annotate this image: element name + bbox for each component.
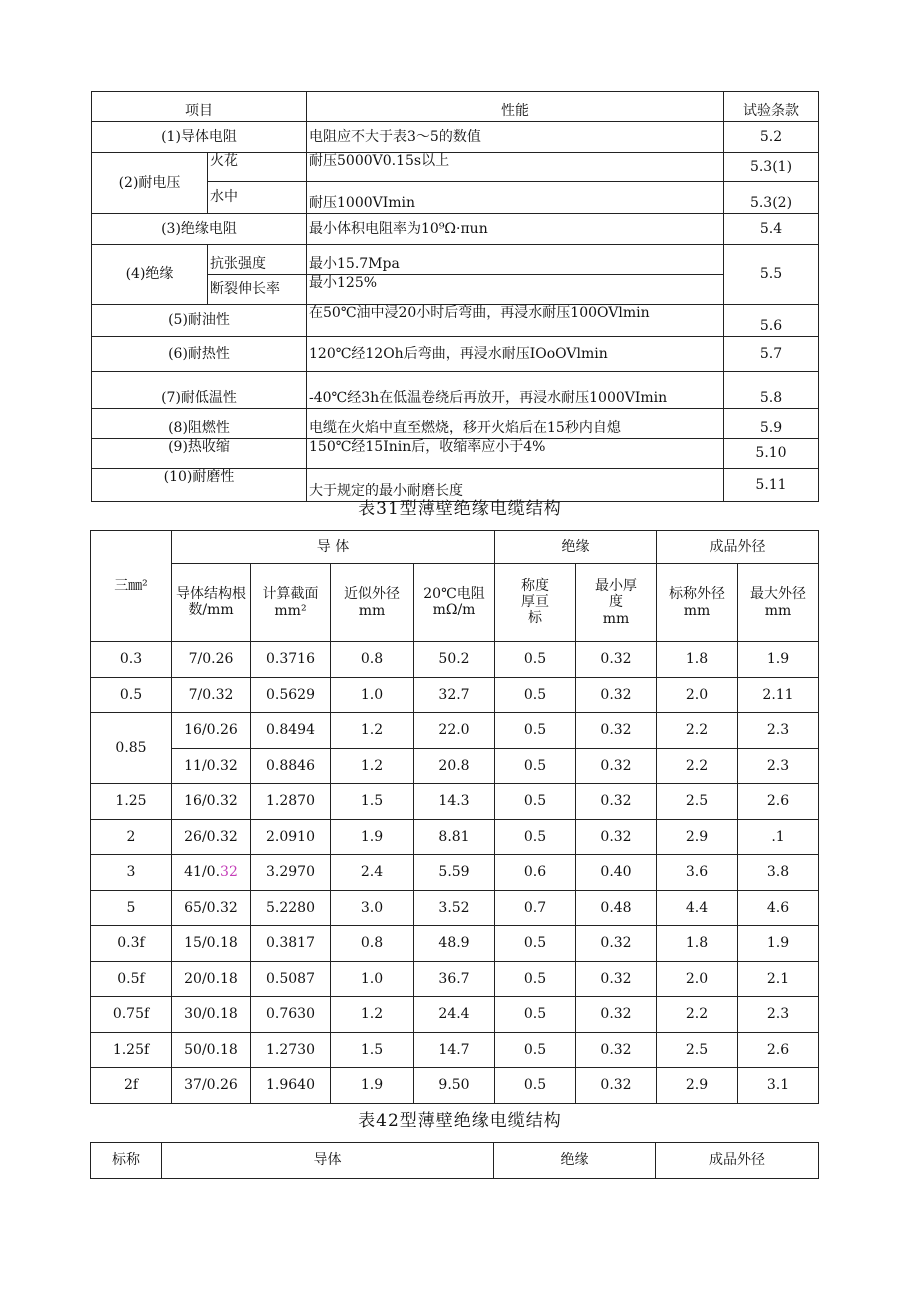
- highlighted-digits: 32: [220, 864, 238, 881]
- cell-max-outer: 4.6: [738, 891, 819, 926]
- cell-area: 0.3817: [251, 926, 331, 962]
- cell-approx-od: 1.9: [331, 1068, 414, 1104]
- perf-heat-shrink: 150℃经15Inin后，收缩率应小于4%: [307, 439, 724, 469]
- perf-wear-resistance: 大于规定的最小耐磨长度: [307, 469, 724, 502]
- cell-approx-od: 1.0: [331, 962, 414, 997]
- header-conductor: 导 体: [172, 531, 495, 564]
- cell-min-thickness: 0.32: [576, 749, 657, 784]
- cell-resistance: 3.52: [414, 891, 495, 926]
- item-withstand-voltage: (2)耐电压: [92, 153, 208, 214]
- cell-nominal: 0.3: [91, 642, 172, 678]
- table-row: [91, 642, 819, 678]
- cell-nominal-outer: 2.9: [657, 1068, 738, 1104]
- cable-structure-table: [90, 530, 819, 1104]
- clause-heat-shrink: 5.10: [724, 439, 819, 469]
- cell-area: 0.7630: [251, 997, 331, 1033]
- cell-strand: 41/0.32: [172, 855, 251, 891]
- item-heat-shrink: (9)热收缩: [92, 439, 307, 469]
- cell-area: 0.8494: [251, 713, 331, 749]
- cell-min-thickness: 0.32: [576, 1068, 657, 1104]
- cell-resistance: 5.59: [414, 855, 495, 891]
- cell-nominal-outer: 2.0: [657, 962, 738, 997]
- clause-wear-resistance: 5.11: [724, 469, 819, 502]
- cell-nominal-outer: 1.8: [657, 642, 738, 678]
- cell-strand: 30/0.18: [172, 997, 251, 1033]
- cell-approx-od: 1.5: [331, 1033, 414, 1068]
- cell-nominal-thickness: 0.5: [495, 820, 576, 855]
- cell-nominal: 1.25: [91, 784, 172, 820]
- clause-insulation-resistance: 5.4: [724, 214, 819, 245]
- cell-max-outer: 2.3: [738, 749, 819, 784]
- cell-approx-od: 0.8: [331, 642, 414, 678]
- cell-area: 0.8846: [251, 749, 331, 784]
- cell-nominal-outer: 3.6: [657, 855, 738, 891]
- cell-resistance: 36.7: [414, 962, 495, 997]
- cell-nominal: 1.25f: [91, 1033, 172, 1068]
- cell-approx-od: 2.4: [331, 855, 414, 891]
- cell-min-thickness: 0.40: [576, 855, 657, 891]
- cell-nominal-thickness: 0.5: [495, 1033, 576, 1068]
- item-flame-retardant: (8)阻燃性: [92, 409, 307, 439]
- cell-area: 1.2730: [251, 1033, 331, 1068]
- cell-resistance: 24.4: [414, 997, 495, 1033]
- cell-approx-od: 0.8: [331, 926, 414, 962]
- cell-nominal: 0.3f: [91, 926, 172, 962]
- table-row: [91, 891, 819, 926]
- header-strand: 导体结构根数/mm: [172, 564, 251, 642]
- cell-max-outer: 3.8: [738, 855, 819, 891]
- cell-strand: 16/0.32: [172, 784, 251, 820]
- cell-approx-od: 1.9: [331, 820, 414, 855]
- cell-nominal-outer: 2.2: [657, 749, 738, 784]
- cell-approx-od: 1.0: [331, 678, 414, 713]
- header-insulation: 绝缘: [494, 1143, 656, 1179]
- perf-flame-retardant: 电缆在火焰中直至燃烧，移开火焰后在15秒内自熄: [307, 409, 724, 439]
- cell-nominal: 0.5: [91, 678, 172, 713]
- perf-cold-resistance: -40℃经3h在低温卷绕后再放开，再浸水耐压1000VImin: [307, 372, 724, 409]
- clause-heat-resistance: 5.7: [724, 337, 819, 372]
- cell-approx-od: 1.5: [331, 784, 414, 820]
- cell-approx-od: 1.2: [331, 749, 414, 784]
- item-wear-resistance: (10)耐磨性: [92, 469, 307, 502]
- header-item: 项目: [92, 92, 307, 122]
- cell-nominal-outer: 2.0: [657, 678, 738, 713]
- cell-strand: 7/0.26: [172, 642, 251, 678]
- cell-nominal-thickness: 0.5: [495, 642, 576, 678]
- header-nominal: 标称: [91, 1143, 162, 1179]
- cell-max-outer: 1.9: [738, 926, 819, 962]
- cell-resistance: 14.7: [414, 1033, 495, 1068]
- perf-heat-resistance: 120℃经12Oh后弯曲，再浸水耐压IOoOVlmin: [307, 337, 724, 372]
- cell-max-outer: 2.3: [738, 713, 819, 749]
- table-row: [91, 855, 819, 891]
- cell-min-thickness: 0.32: [576, 642, 657, 678]
- header-performance: 性能: [307, 92, 724, 122]
- cell-nominal-thickness: 0.5: [495, 997, 576, 1033]
- cell-nominal: 0.5f: [91, 962, 172, 997]
- cell-nominal-thickness: 0.5: [495, 713, 576, 749]
- sub-spark: 火花: [208, 153, 307, 182]
- cell-max-outer: 2.1: [738, 962, 819, 997]
- cell-area: 1.2870: [251, 784, 331, 820]
- perf-spark: 耐压5000V0.15s以上: [307, 153, 724, 182]
- cell-min-thickness: 0.32: [576, 926, 657, 962]
- header-outer-diameter: 成品外径: [657, 531, 819, 564]
- cell-area: 0.5629: [251, 678, 331, 713]
- header-max-outer: 最大外径 mm: [738, 564, 819, 642]
- cell-min-thickness: 0.32: [576, 1033, 657, 1068]
- cell-nominal-outer: 2.5: [657, 1033, 738, 1068]
- cell-nominal-thickness: 0.5: [495, 926, 576, 962]
- cell-nominal-thickness: 0.5: [495, 784, 576, 820]
- cell-min-thickness: 0.32: [576, 784, 657, 820]
- table-row: [91, 749, 819, 784]
- item-insulation: (4)绝缘: [92, 245, 208, 305]
- item-oil-resistance: (5)耐油性: [92, 305, 307, 337]
- cell-area: 0.3716: [251, 642, 331, 678]
- sub-tensile-strength: 抗张强度: [208, 245, 307, 275]
- clause-flame-retardant: 5.9: [724, 409, 819, 439]
- table-row: [91, 1068, 819, 1104]
- cell-nominal-outer: 2.9: [657, 820, 738, 855]
- cell-strand: 37/0.26: [172, 1068, 251, 1104]
- item-heat-resistance: (6)耐热性: [92, 337, 307, 372]
- cell-area: 0.5087: [251, 962, 331, 997]
- cell-resistance: 9.50: [414, 1068, 495, 1104]
- cell-max-outer: 1.9: [738, 642, 819, 678]
- perf-elongation: 最小125%: [307, 275, 724, 305]
- cell-nominal-thickness: 0.5: [495, 962, 576, 997]
- perf-insulation-resistance: 最小体积电阻率为10⁹Ω·πun: [307, 214, 724, 245]
- cell-min-thickness: 0.32: [576, 820, 657, 855]
- cell-nominal-outer: 2.2: [657, 997, 738, 1033]
- cell-min-thickness: 0.32: [576, 678, 657, 713]
- clause-insulation: 5.5: [724, 245, 819, 305]
- cell-nominal-outer: 4.4: [657, 891, 738, 926]
- cell-strand: 26/0.32: [172, 820, 251, 855]
- table-row: [91, 926, 819, 962]
- cell-resistance: 8.81: [414, 820, 495, 855]
- cell-resistance: 22.0: [414, 713, 495, 749]
- cell-strand: 50/0.18: [172, 1033, 251, 1068]
- cell-max-outer: .1: [738, 820, 819, 855]
- header-outer-diameter: 成品外径: [656, 1143, 819, 1179]
- caption-table-42: 表42型薄壁绝缘电缆结构: [358, 1111, 562, 1131]
- caption-table-31: 表31型薄壁绝缘电缆结构: [358, 499, 562, 519]
- header-min-thickness: 最小厚度 mm: [576, 564, 657, 642]
- perf-water: 耐压1000VImin: [307, 182, 724, 214]
- cell-strand: 7/0.32: [172, 678, 251, 713]
- cell-approx-od: 1.2: [331, 997, 414, 1033]
- clause-spark: 5.3(1): [724, 153, 819, 182]
- cell-nominal: 0.85: [91, 713, 172, 784]
- cell-nominal-thickness: 0.7: [495, 891, 576, 926]
- cell-resistance: 20.8: [414, 749, 495, 784]
- table-row: [91, 997, 819, 1033]
- cell-area: 1.9640: [251, 1068, 331, 1104]
- cell-nominal: 2f: [91, 1068, 172, 1104]
- header-conductor: 导体: [162, 1143, 494, 1179]
- header-nominal-outer: 标称外径 mm: [657, 564, 738, 642]
- cell-max-outer: 3.1: [738, 1068, 819, 1104]
- perf-oil-resistance: 在50℃油中浸20小时后弯曲，再浸水耐压100OVlmin: [307, 305, 724, 337]
- table-row: [91, 784, 819, 820]
- cell-strand: 11/0.32: [172, 749, 251, 784]
- cell-nominal-thickness: 0.6: [495, 855, 576, 891]
- cell-nominal-thickness: 0.5: [495, 1068, 576, 1104]
- header-insulation: 绝缘: [495, 531, 657, 564]
- cell-max-outer: 2.3: [738, 997, 819, 1033]
- cell-nominal: 3: [91, 855, 172, 891]
- cell-nominal: 5: [91, 891, 172, 926]
- item-conductor-resistance: (1)导体电阻: [92, 122, 307, 153]
- clause-cold-resistance: 5.8: [724, 372, 819, 409]
- cell-area: 5.2280: [251, 891, 331, 926]
- perf-conductor-resistance: 电阻应不大于表3～5的数值: [307, 122, 724, 153]
- cell-resistance: 48.9: [414, 926, 495, 962]
- cell-min-thickness: 0.48: [576, 891, 657, 926]
- cell-strand: 15/0.18: [172, 926, 251, 962]
- cell-min-thickness: 0.32: [576, 962, 657, 997]
- cell-nominal-outer: 2.2: [657, 713, 738, 749]
- cell-nominal-thickness: 0.5: [495, 678, 576, 713]
- header-area: 计算截面 mm²: [251, 564, 331, 642]
- cell-nominal: 2: [91, 820, 172, 855]
- table-row: [91, 820, 819, 855]
- cell-strand: 16/0.26: [172, 713, 251, 749]
- test-items-table: [91, 91, 819, 502]
- table-row: [91, 1033, 819, 1068]
- cell-resistance: 50.2: [414, 642, 495, 678]
- sub-water: 水中: [208, 182, 307, 214]
- cable-structure-table-42: [90, 1142, 819, 1179]
- cell-min-thickness: 0.32: [576, 997, 657, 1033]
- perf-tensile-strength: 最小15.7Mpa: [307, 245, 724, 275]
- cell-strand: 20/0.18: [172, 962, 251, 997]
- table-row: [91, 713, 819, 749]
- header-resistance: 20℃电阻mΩ/m: [414, 564, 495, 642]
- cell-min-thickness: 0.32: [576, 713, 657, 749]
- header-nominal-thickness: 称度厚亘标: [495, 564, 576, 642]
- clause-oil-resistance: 5.6: [724, 305, 819, 337]
- cell-strand: 65/0.32: [172, 891, 251, 926]
- clause-conductor-resistance: 5.2: [724, 122, 819, 153]
- cell-nominal: 0.75f: [91, 997, 172, 1033]
- cell-max-outer: 2.6: [738, 784, 819, 820]
- cell-max-outer: 2.11: [738, 678, 819, 713]
- table-row: [91, 678, 819, 713]
- sub-elongation: 断裂伸长率: [208, 275, 307, 305]
- cell-resistance: 14.3: [414, 784, 495, 820]
- header-approx-od: 近似外径 mm: [331, 564, 414, 642]
- item-insulation-resistance: (3)绝缘电阻: [92, 214, 307, 245]
- header-nominal: 三㎜²: [91, 531, 172, 642]
- cell-nominal-outer: 2.5: [657, 784, 738, 820]
- table-row: [91, 962, 819, 997]
- cell-nominal-thickness: 0.5: [495, 749, 576, 784]
- cell-approx-od: 1.2: [331, 713, 414, 749]
- cell-max-outer: 2.6: [738, 1033, 819, 1068]
- cell-nominal-outer: 1.8: [657, 926, 738, 962]
- item-cold-resistance: (7)耐低温性: [92, 372, 307, 409]
- cell-area: 3.2970: [251, 855, 331, 891]
- cell-resistance: 32.7: [414, 678, 495, 713]
- cell-area: 2.0910: [251, 820, 331, 855]
- clause-water: 5.3(2): [724, 182, 819, 214]
- header-clause: 试验条款: [724, 92, 819, 122]
- cell-approx-od: 3.0: [331, 891, 414, 926]
